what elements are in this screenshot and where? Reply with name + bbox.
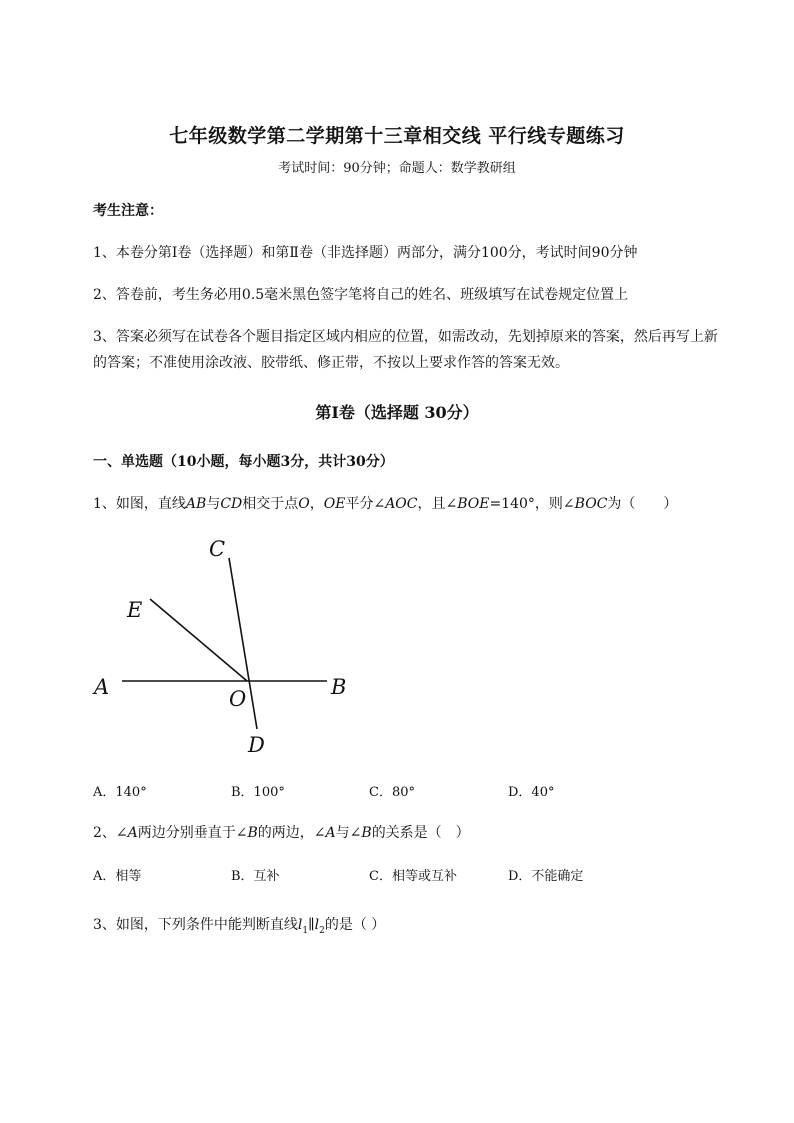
q3-subscript: 1 <box>302 925 309 936</box>
q1-var: OE <box>323 496 346 512</box>
q1-option-d[interactable]: D．40° <box>508 785 555 800</box>
q3-text: 3、如图，下列条件中能判断直线 <box>93 917 298 933</box>
label-a: A <box>94 675 110 699</box>
q1-var: O <box>298 496 310 512</box>
q2-option-d[interactable]: D．不能确定 <box>508 869 584 884</box>
q1-text: 平分∠ <box>345 496 386 512</box>
q2-text: 2、∠ <box>93 825 128 841</box>
label-c: C <box>209 537 226 561</box>
q1-text: =140°，则∠ <box>489 496 575 512</box>
q1-text: 为（ ） <box>607 496 678 512</box>
part-heading: 一、单选题（10小题，每小题3分，共计30分） <box>93 454 394 470</box>
label-d: D <box>248 733 265 757</box>
q2-var: A <box>325 825 336 841</box>
notice-item-3-line-2: 的答案；不准使用涂改液、胶带纸、修正带，不按以上要求作答的答案无效。 <box>93 355 569 371</box>
notice-heading: 考生注意： <box>93 203 163 219</box>
q1-option-a[interactable]: A．140° <box>93 785 147 800</box>
q1-text: ，且∠ <box>417 496 458 512</box>
q2-var: B <box>247 825 258 841</box>
q2-option-a[interactable]: A．相等 <box>93 869 142 884</box>
q3-var: l <box>297 917 303 933</box>
q1-var: CD <box>220 496 243 512</box>
q3-text: ∥ <box>308 917 315 933</box>
q1-text: 与 <box>206 496 221 512</box>
q2-text: 的两边，∠ <box>257 825 326 841</box>
q3-text: 的是（ ） <box>324 917 386 933</box>
q1-var: BOC <box>574 496 608 512</box>
question-1-stem <box>93 493 677 513</box>
q1-text: 相交于点 <box>242 496 299 512</box>
question-2-stem <box>93 822 470 842</box>
label-o: O <box>229 687 247 711</box>
q3-subscript: 2 <box>319 925 325 936</box>
q2-var: B <box>361 825 372 841</box>
exam-info: 考试时间：90分钟；命题人：数学教研组 <box>278 161 516 176</box>
q1-text: ， <box>309 496 324 512</box>
q2-var: A <box>127 825 138 841</box>
q2-option-c[interactable]: C．相等或互补 <box>369 869 457 884</box>
q1-text: 1、如图，直线 <box>93 496 186 512</box>
q1-var: BOE <box>457 496 490 512</box>
q1-option-c[interactable]: C．80° <box>369 785 415 800</box>
notice-item-2: 2、答卷前，考生务必用0.5毫米黑色签字笔将自己的姓名、班级填写在试卷规定位置上 <box>93 287 629 303</box>
question-3-stem <box>93 914 385 936</box>
section-title: 第I卷（选择题 30分） <box>315 403 479 422</box>
question-1-figure <box>90 530 360 765</box>
q1-var: AB <box>185 496 207 512</box>
q1-option-b[interactable]: B．100° <box>231 785 285 800</box>
label-b: B <box>331 675 347 699</box>
q2-option-b[interactable]: B．互补 <box>231 869 280 884</box>
label-e: E <box>127 598 143 622</box>
notice-item-1: 1、本卷分第I卷（选择题）和第Ⅱ卷（非选择题）两部分，满分100分，考试时间90分钟 <box>93 245 638 261</box>
q1-var: AOC <box>385 496 418 512</box>
q2-text: 两边分别垂直于∠ <box>137 825 248 841</box>
q2-text: 的关系是（ ） <box>371 825 470 841</box>
page-title: 七年级数学第二学期第十三章相交线 平行线专题练习 <box>169 125 625 147</box>
q3-var: l <box>314 917 320 933</box>
ray-oe <box>150 599 247 681</box>
notice-item-3-line-1: 3、答案必须写在试卷各个题目指定区域内相应的位置，如需改动，先划掉原来的答案，然后再写上新 <box>93 329 718 345</box>
q2-text: 与∠ <box>335 825 362 841</box>
